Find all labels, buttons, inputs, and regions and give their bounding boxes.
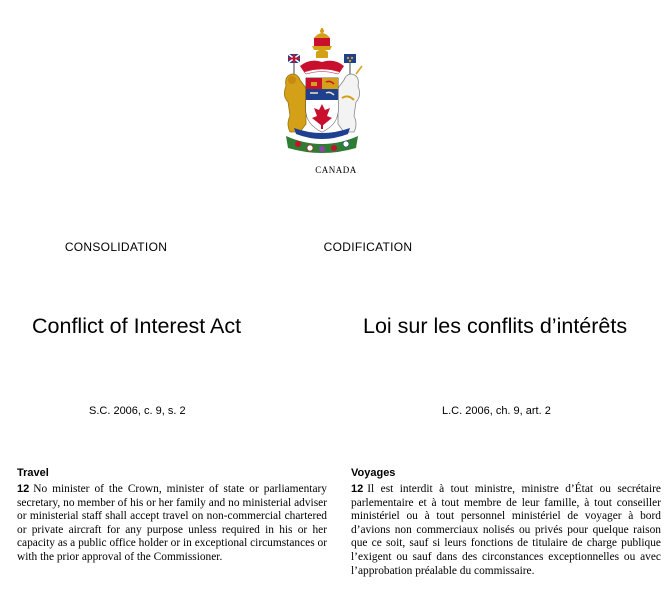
section-number-french: 12 — [351, 483, 364, 495]
section-paragraph — [17, 483, 327, 565]
act-title-french: Loi sur les conflits d’intérêts — [363, 314, 628, 338]
act-title: Conflict of Interest Act — [32, 314, 242, 338]
consolidation-label: CONSOLIDATION — [64, 240, 168, 254]
country-label: CANADA — [315, 165, 357, 175]
section-text: No minister of the Crown, minister of state or parliamentary secretary, no member of his or her family and no ministerial adviser or ministerial staff shall accept travel on non-commercial chartered or private aircraft for any purpose unless required in his or her capacity as a public office holder or in exceptional circumstances or with the prior approval of the Commissioner. — [17, 483, 327, 563]
section-heading-french: Voyages — [351, 467, 396, 479]
section-number: 12 — [17, 483, 30, 495]
section-paragraph-french — [351, 483, 661, 578]
french-column — [323, 0, 672, 607]
statute-citation-french: L.C. 2006, ch. 9, art. 2 — [442, 405, 551, 417]
section-text-french: Il est interdit à tout ministre, ministre d’État ou secrétaire parlementaire et à tout membre de leur famille, à tout conseiller ministériel ou à tout personnel ministériel de voyager à bord d’avions non commerciaux nolisés ou privés pour quelque raison que ce soit, sauf si leurs fonctions de titulaire de charge publique l’exigent ou sauf dans des circonstances exceptionnelles ou avec l’approbation préalable du commissaire. — [351, 483, 661, 577]
codification-label: CODIFICATION — [323, 240, 413, 254]
statute-citation: S.C. 2006, c. 9, s. 2 — [89, 405, 186, 417]
section-block — [17, 467, 327, 565]
section-heading: Travel — [17, 467, 49, 479]
section-block-french — [351, 467, 661, 578]
